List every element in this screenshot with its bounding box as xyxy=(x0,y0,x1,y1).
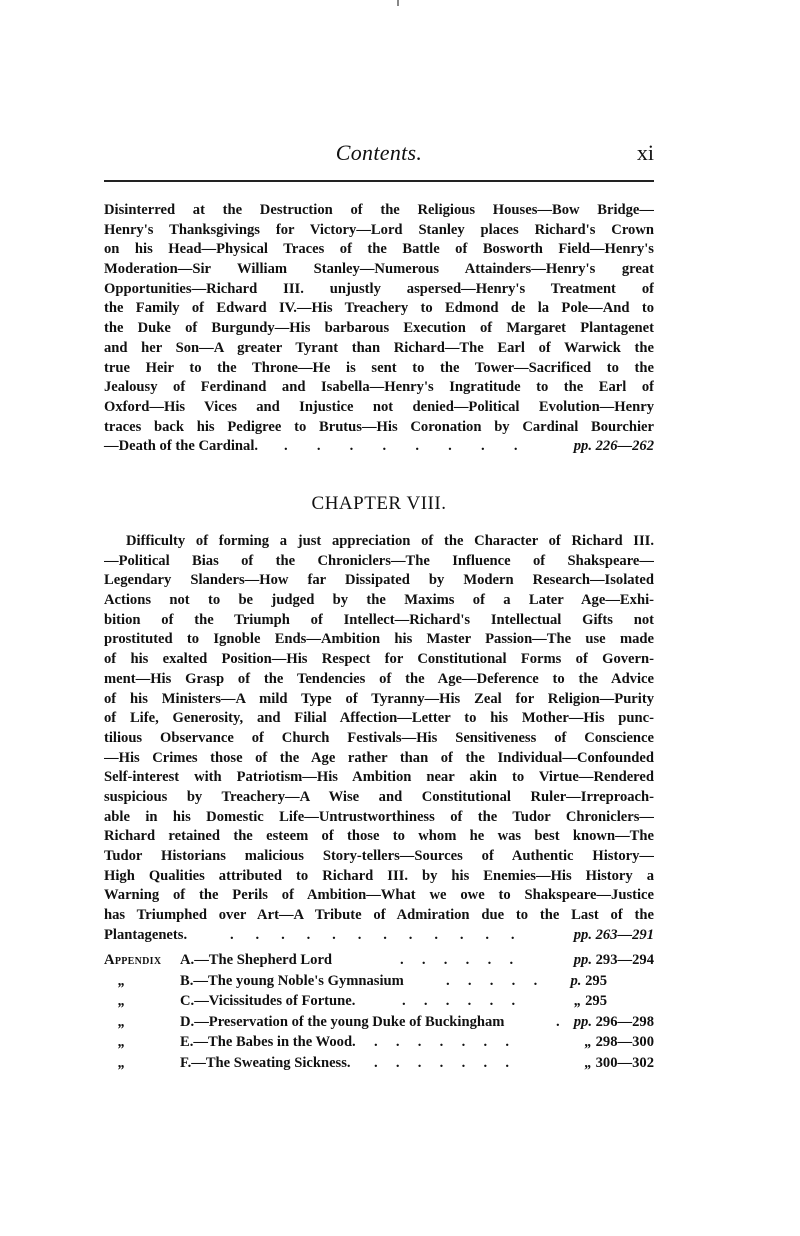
summary-line: —Death of the Cardinal. xyxy=(104,438,259,455)
chapter-7-summary xyxy=(104,201,654,457)
summary-line: Self-interest with Patriotism—His Ambition near akin to Virtue—Rendered xyxy=(104,769,654,786)
summary-line: suspicious by Treachery—A Wise and Constitutional Ruler—Irreproach- xyxy=(104,788,654,805)
ditto-mark: „ xyxy=(118,993,126,1009)
scan-mark xyxy=(397,0,399,6)
appendix-title: F.—The Sweating Sickness. xyxy=(180,1054,351,1071)
page-range: pp. 293—294 xyxy=(573,952,654,968)
running-title: Contents. xyxy=(335,140,423,165)
leader-dots: . xyxy=(556,1013,560,1030)
summary-line: of his Ministers—A mild Type of Tyranny—His Zeal for Religion—Purity xyxy=(104,690,654,707)
chapter-8-summary xyxy=(104,532,654,945)
page-range: pp. 226—262 xyxy=(573,438,654,455)
summary-line: Jealousy of Ferdinand and Isabella—Henry's Ingratitude to the Earl of xyxy=(104,379,654,396)
summary-line: true Heir to the Throne—He is sent to the Tower—Sacrificed to the xyxy=(104,359,654,376)
summary-line: Legendary Slanders—How far Dissipated by Modern Research—Isolated xyxy=(104,572,654,589)
appendix-entry xyxy=(104,952,654,973)
summary-line: traces back his Pedigree to Brutus—His Coronation by Cardinal Bourchier xyxy=(104,418,654,435)
summary-line: Oxford—His Vices and Injustice not denied—Political Evolution—Henry xyxy=(104,398,654,415)
summary-line: and her Son—A greater Tyrant than Richard—The Earl of Warwick the xyxy=(104,339,654,356)
summary-line: the Duke of Burgundy—His barbarous Execution of Margaret Plantagenet xyxy=(104,320,654,337)
summary-last-line xyxy=(104,437,654,457)
ditto-mark: „ xyxy=(118,972,126,989)
summary-line: Opportunities—Richard III. unjustly aspersed—Henry's Treatment of xyxy=(104,280,654,297)
page-range: p. 295 xyxy=(570,972,607,989)
appendix-title: C.—Vicissitudes of Fortune. xyxy=(180,993,356,1009)
summary-line: on his Head—Physical Traces of the Battle of Bosworth Field—Henry's xyxy=(104,241,654,258)
summary-last-line xyxy=(104,926,654,946)
header-rule xyxy=(104,180,654,182)
appendix-entry xyxy=(104,1055,654,1076)
page-range: „ 295 xyxy=(574,993,607,1009)
appendix-title: B.—The young Noble's Gymnasium xyxy=(180,972,404,989)
summary-line: the Family of Edward IV.—His Treachery to Edmond de la Pole—And to xyxy=(104,300,654,317)
summary-line: ment—His Grasp of the Tendencies of the Age—Deference to the Advice xyxy=(104,670,654,687)
appendix-entry xyxy=(104,973,654,994)
page-range: „ 300—302 xyxy=(584,1054,654,1071)
leader-dots: . . . . . . xyxy=(402,993,516,1009)
leader-dots: . . . . . . . . xyxy=(284,438,518,455)
summary-line: prostituted to Ignoble Ends—Ambition his Master Passion—The use made xyxy=(104,631,654,648)
summary-line: has Triumphed over Art—A Tribute of Admiration due to the Last of the xyxy=(104,907,654,924)
appendix-entry xyxy=(104,1034,654,1055)
summary-line: —Political Bias of the Chroniclers—The Influence of Shakspeare— xyxy=(104,552,654,569)
leader-dots: . . . . . . . xyxy=(374,1054,509,1071)
summary-line: High Qualities attributed to Richard III. by his Enemies—His History a xyxy=(104,867,654,884)
summary-line: of Life, Generosity, and Filial Affection—Letter to his Mother—His punc- xyxy=(104,710,654,727)
summary-line: Moderation—Sir William Stanley—Numerous Attainders—Henry's great xyxy=(104,261,654,278)
summary-line: —His Crimes those of the Age rather than of the Individual—Confounded xyxy=(104,749,654,766)
appendix-title: A.—The Shepherd Lord xyxy=(180,952,333,968)
summary-line: Richard retained the esteem of those to whom he was best known—The xyxy=(104,828,654,845)
page-number: xi xyxy=(636,140,654,165)
summary-line: Warning of the Perils of Ambition—What we owe to Shakspeare—Justice xyxy=(104,887,654,904)
summary-line: able in his Domestic Life—Untrustworthiness of the Tudor Chroniclers— xyxy=(104,808,654,825)
ditto-mark: „ xyxy=(118,1034,126,1050)
summary-line: tilious Observance of Church Festivals—His Sensitiveness of Conscience xyxy=(104,729,654,746)
appendix-list xyxy=(104,952,654,1075)
summary-line: Tudor Historians malicious Story-tellers—Sources of Authentic History— xyxy=(104,848,654,864)
page-range: pp. 263—291 xyxy=(573,926,654,943)
appendix-entry xyxy=(104,993,654,1014)
ditto-mark: „ xyxy=(118,1054,126,1071)
appendix-title: D.—Preservation of the young Duke of Buckingham xyxy=(180,1013,505,1030)
leader-dots: . . . . . . . . . . . . xyxy=(230,926,515,943)
summary-line: Plantagenets. xyxy=(104,926,188,943)
summary-line: of his exalted Position—His Respect for Constitutional Forms of Govern- xyxy=(104,651,654,668)
summary-line: Actions not to be judged by the Maxims of a Later Age—Exhi- xyxy=(104,592,654,609)
leader-dots: . . . . . xyxy=(446,972,538,989)
appendix-entry xyxy=(104,1014,654,1035)
summary-line: Henry's Thanksgivings for Victory—Lord Stanley places Richard's Crown xyxy=(104,221,654,238)
summary-line: Disinterred at the Destruction of the Religious Houses—Bow Bridge— xyxy=(104,202,654,218)
appendix-label: Appendix xyxy=(104,952,162,968)
ditto-mark: „ xyxy=(118,1013,126,1030)
leader-dots: . . . . . . xyxy=(400,952,514,968)
summary-line: bition of the Triumph of Intellect—Richard's Intellectual Gifts not xyxy=(104,611,654,628)
chapter-heading: CHAPTER VIII. xyxy=(311,493,447,514)
summary-line: Difficulty of forming a just appreciation of the Character of Richard III. xyxy=(126,533,654,549)
leader-dots: . . . . . . . xyxy=(374,1034,509,1050)
appendix-title: E.—The Babes in the Wood. xyxy=(180,1034,356,1050)
page-range: pp. 296—298 xyxy=(573,1013,654,1030)
running-header xyxy=(104,134,654,174)
page-range: „ 298—300 xyxy=(584,1034,654,1050)
